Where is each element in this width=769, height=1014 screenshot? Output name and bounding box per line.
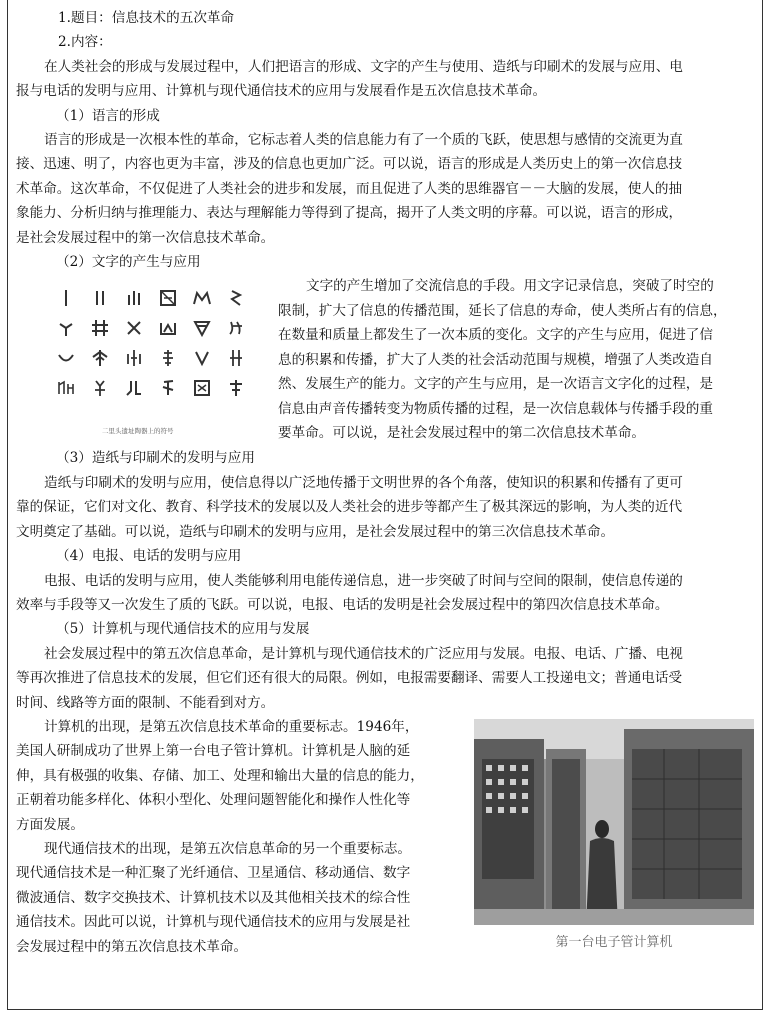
paragraph-line: 要革命。可以说，是社会发展过程中的第二次信息技术革命。 <box>278 424 646 441</box>
paragraph-line: 会发展过程中的第五次信息技术革命。 <box>16 938 248 955</box>
intro-line: 报与电话的发明与应用、计算机与现代通信技术的应用与发展看作是五次信息技术革命。 <box>16 83 547 100</box>
photo-caption: 第一台电子管计算机 <box>555 934 673 950</box>
section-heading: （3）造纸与印刷术的发明与应用 <box>56 450 255 467</box>
paragraph-line: 方面发展。 <box>16 816 84 833</box>
glyph-symbol <box>156 376 180 400</box>
glyph-symbol <box>156 286 180 310</box>
paragraph-line: 信息由声音传播转变为物质传播的过程，是一次信息载体与传播手段的重 <box>278 400 713 417</box>
glyph-symbol <box>224 316 248 340</box>
paragraph-line: 在数量和质量上都发生了一次本质的变化。文字的产生与应用，促进了信 <box>278 327 713 344</box>
paragraph-line: 接、迅速、明了，内容也更为丰富，涉及的信息也更加广泛。可以说，语言的形成是人类历史上的第一次信息技 <box>16 156 683 173</box>
glyph-symbol <box>224 286 248 310</box>
intro-line: 在人类社会的形成与发展过程中，人们把语言的形成、文字的产生与使用、造纸与印刷术的发展与应用、电 <box>44 58 683 75</box>
paragraph-line: 计算机的出现，是第五次信息技术革命的重要标志。1946年， <box>44 718 419 735</box>
section-heading: （2）文字的产生与应用 <box>56 254 201 271</box>
paragraph-line: 电报、电话的发明与应用，使人类能够利用电能传递信息，进一步突破了时间与空间的限制，使信息传递的 <box>44 572 683 589</box>
glyph-symbol <box>122 316 146 340</box>
paragraph-line: 象能力、分析归纳与推理能力、表达与理解能力等得到了提高，揭开了人类文明的序幕。可以说，语言的形成， <box>16 205 683 222</box>
glyph-symbol <box>224 376 248 400</box>
glyph-symbol <box>88 316 112 340</box>
paragraph-line: 然、发展生产的能力。文字的产生与应用，是一次语言文字化的过程，是 <box>278 376 713 393</box>
section-heading: （4）电报、电话的发明与应用 <box>56 548 242 565</box>
glyph-symbol <box>190 286 214 310</box>
eniac-illustration <box>474 719 754 925</box>
glyph-symbol <box>54 286 78 310</box>
title-line: 1.题目：信息技术的五次革命 <box>58 10 235 26</box>
paragraph-line: 是社会发展过程中的第一次信息技术革命。 <box>16 229 275 246</box>
glyph-symbol <box>224 346 248 370</box>
paragraph-line: 现代通信技术的出现，是第五次信息革命的另一个重要标志。 <box>44 840 412 857</box>
glyph-symbol <box>190 316 214 340</box>
section-heading: （5）计算机与现代通信技术的应用与发展 <box>56 621 310 638</box>
glyph-grid <box>54 286 258 400</box>
paragraph-line: 等再次推进了信息技术的发展，但它们还有很大的局限。例如，电报需要翻译、需要人工投递电文；普通电话受 <box>16 670 683 687</box>
glyph-symbol <box>122 286 146 310</box>
pottery-symbols-figure <box>16 274 278 446</box>
glyph-symbol <box>156 316 180 340</box>
paragraph-line: 社会发展过程中的第五次信息革命，是计算机与现代通信技术的广泛应用与发展。电报、电话、广播、电视 <box>44 645 683 662</box>
paragraph-line: 微波通信、数字交换技术、计算机技术以及其他相关技术的综合性 <box>16 889 411 906</box>
paragraph-line: 伸，具有极强的收集、存储、加工、处理和输出大量的信息的能力， <box>16 767 424 784</box>
glyph-symbol <box>54 316 78 340</box>
glyph-symbol <box>88 286 112 310</box>
section-heading: （1）语言的形成 <box>56 107 160 124</box>
computer-figure <box>474 715 754 959</box>
glyph-symbol <box>54 376 78 400</box>
glyph-symbol <box>156 346 180 370</box>
document-page <box>7 0 763 1010</box>
paragraph-line: 文字的产生增加了交流信息的手段。用文字记录信息，突破了时空的 <box>306 278 714 295</box>
paragraph-line: 美国人研制成功了世界上第一台电子管计算机。计算机是人脑的延 <box>16 743 411 760</box>
paragraph-line: 造纸与印刷术的发明与应用，使信息得以广泛地传播于文明世界的各个角落，使知识的积累和传播有了更可 <box>44 474 683 491</box>
paragraph-line: 限制，扩大了信息的传播范围，延长了信息的寿命，使人类所占有的信息， <box>278 302 727 319</box>
content-label: 2.内容： <box>58 34 112 51</box>
paragraph-line: 效率与手段等又一次发生了质的飞跃。可以说，电报、电话的发明是社会发展过程中的第四次信息技术革命。 <box>16 596 669 613</box>
paragraph-line: 息的积累和传播，扩大了人类的社会活动范围与规模，增强了人类改造自 <box>278 351 713 368</box>
section-5-text <box>16 715 464 959</box>
paragraph-line: 正朝着功能多样化、体积小型化、处理问题智能化和操作人性化等 <box>16 792 411 809</box>
glyph-symbol <box>190 346 214 370</box>
paragraph-line: 文明奠定了基础。可以说，造纸与印刷术的发明与应用，是社会发展过程中的第三次信息技术革命。 <box>16 523 615 540</box>
figure-caption: 二里头遗址陶器上的符号 <box>102 427 174 436</box>
paragraph-line: 时间、线路等方面的限制、不能看到对方。 <box>16 694 275 711</box>
paragraph-line: 靠的保证，它们对文化、教育、科学技术的发展以及人类社会的进步等都产生了极其深远的影响，为人类的近代 <box>16 499 683 516</box>
paragraph-line: 语言的形成是一次根本性的革命，它标志着人类的信息能力有了一个质的飞跃，使思想与感情的交流更为直 <box>44 132 683 149</box>
section-2-text <box>278 274 754 446</box>
glyph-symbol <box>54 346 78 370</box>
paragraph-line: 术革命。这次革命，不仅促进了人类社会的进步和发展，而且促进了人类的思维器官－－大脑的发展，使人的抽 <box>16 180 683 197</box>
paragraph-line: 通信技术。因此可以说，计算机与现代通信技术的应用与发展是社 <box>16 914 411 931</box>
glyph-symbol <box>122 346 146 370</box>
glyph-symbol <box>122 376 146 400</box>
paragraph-line: 现代通信技术是一种汇聚了光纤通信、卫星通信、移动通信、数字 <box>16 865 411 882</box>
eniac-photo <box>474 719 754 925</box>
glyph-symbol <box>88 346 112 370</box>
glyph-symbol <box>190 376 214 400</box>
glyph-symbol <box>88 376 112 400</box>
